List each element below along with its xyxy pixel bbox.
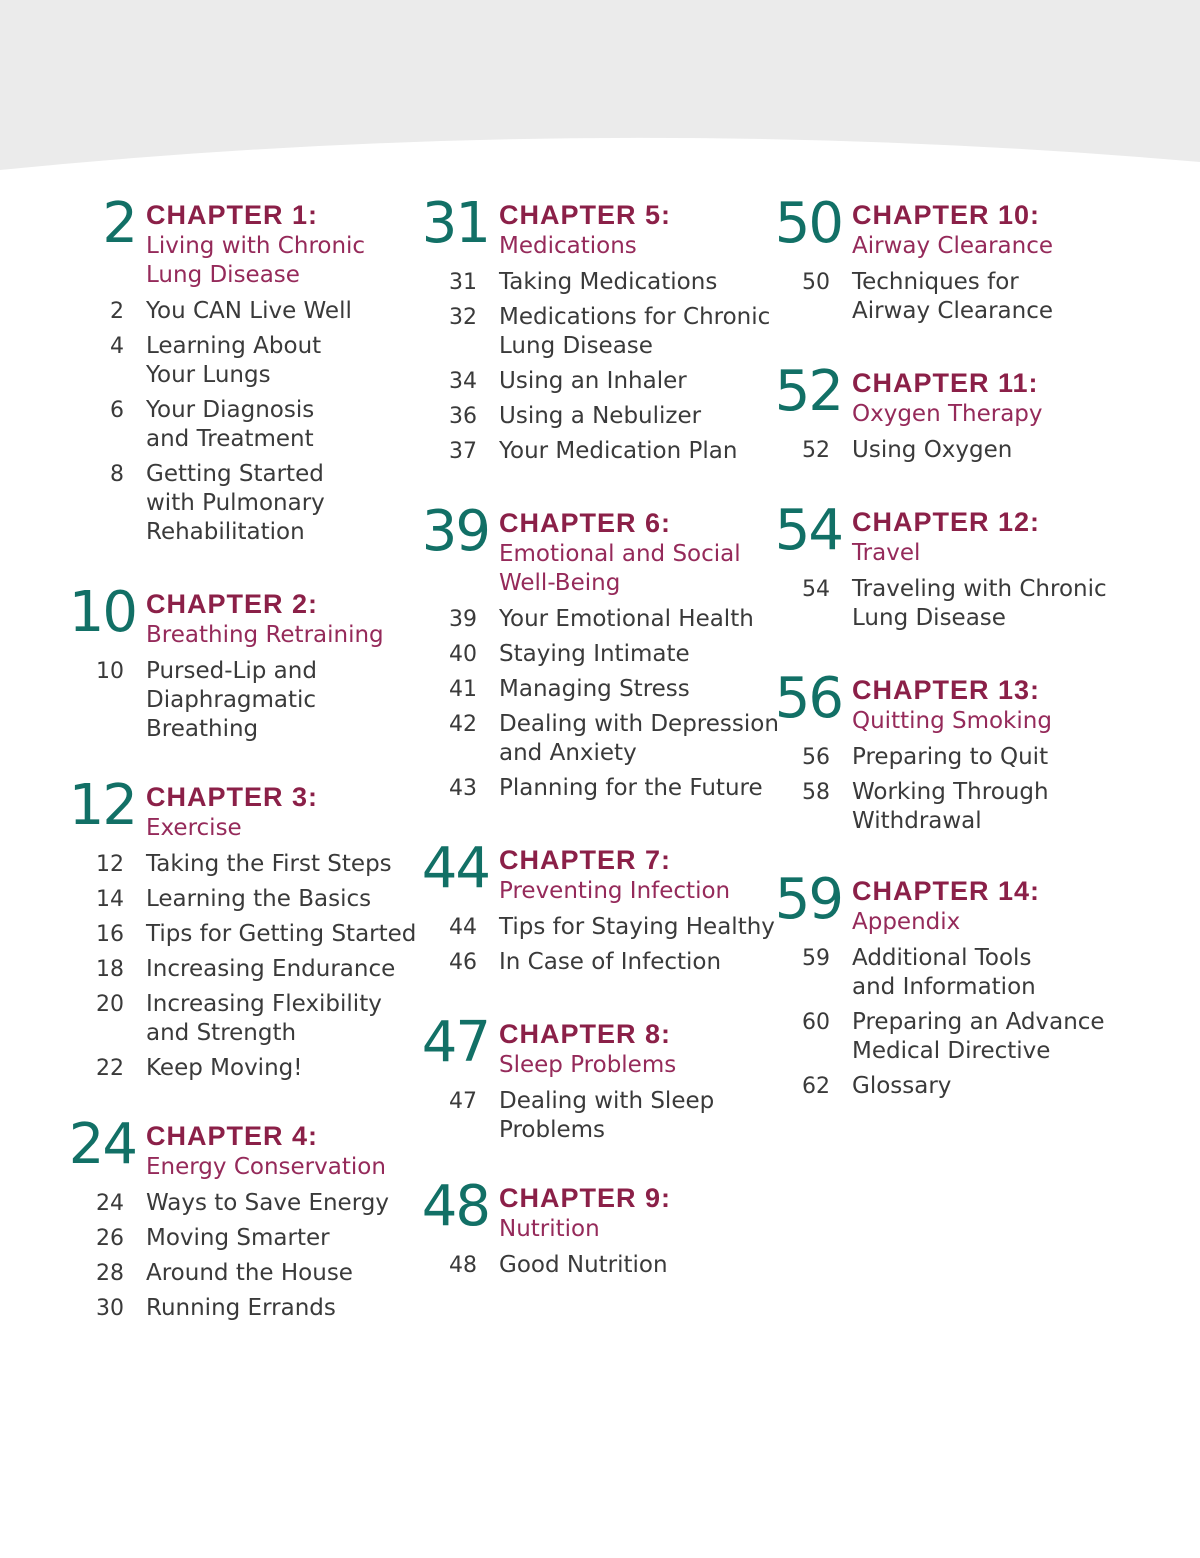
chapter-entries: [56, 657, 436, 744]
entry-title-line: Medications for Chronic: [499, 304, 771, 330]
chapter-block: [762, 191, 1182, 326]
entry-title-line: Techniques for: [852, 269, 1019, 295]
toc-entry[interactable]: [56, 885, 436, 914]
chapter-heading: [56, 773, 436, 843]
entry-title-line: Learning About: [146, 333, 322, 359]
toc-entry[interactable]: [56, 920, 436, 949]
toc-entry[interactable]: [409, 268, 799, 297]
chapter-label: CHAPTER 6:: [499, 508, 672, 538]
chapter-page-number: 31: [421, 191, 489, 256]
entry-page-number: 44: [449, 915, 477, 940]
chapter-page-number: 12: [68, 773, 136, 838]
chapter-block: [762, 498, 1182, 633]
entry-title-line: Taking Medications: [499, 269, 718, 295]
chapter-entries: [56, 1189, 436, 1323]
entry-title-line: Planning for the Future: [499, 775, 763, 801]
chapter-title-line[interactable]: Preventing Infection: [499, 878, 731, 904]
chapter-page-number: 59: [774, 867, 842, 932]
chapter-title-line[interactable]: Travel: [852, 540, 921, 566]
chapter-entries: [409, 268, 799, 466]
toc-entry[interactable]: [56, 1259, 436, 1288]
entry-page-number: 26: [96, 1226, 124, 1251]
entry-title-line: Preparing to Quit: [852, 744, 1049, 770]
chapter-entries: [409, 605, 799, 803]
chapter-heading: [409, 499, 799, 598]
chapter-page-number: 48: [421, 1174, 489, 1239]
toc-entry[interactable]: [409, 605, 799, 634]
entry-title-line: Medical Directive: [852, 1038, 1051, 1064]
chapter-title-line[interactable]: Energy Conservation: [146, 1154, 386, 1180]
chapter-page-number: 50: [774, 191, 842, 256]
chapter-block: [56, 1112, 436, 1323]
entry-title-line: Taking the First Steps: [146, 851, 392, 877]
table-of-contents: [0, 191, 1200, 1538]
toc-entry[interactable]: [56, 297, 436, 326]
chapter-title-line[interactable]: Nutrition: [499, 1216, 600, 1242]
chapter-title-line[interactable]: Airway Clearance: [852, 233, 1054, 259]
chapter-block: [409, 836, 799, 977]
entry-title-line: Using Oxygen: [852, 437, 1013, 463]
entry-title-line: and Anxiety: [499, 740, 637, 766]
chapter-title-line[interactable]: Lung Disease: [146, 262, 300, 288]
toc-entry[interactable]: [762, 575, 1182, 633]
entry-title-line: and Strength: [146, 1020, 297, 1046]
entry-page-number: 36: [449, 404, 477, 429]
entry-title-line: Tips for Staying Healthy: [499, 914, 775, 940]
entry-title-line: In Case of Infection: [499, 949, 722, 975]
toc-entry[interactable]: [762, 268, 1182, 326]
chapter-page-number: 54: [774, 498, 842, 563]
chapter-label: CHAPTER 12:: [852, 507, 1041, 537]
chapter-label: CHAPTER 2:: [146, 589, 319, 619]
entry-title-line: Staying Intimate: [499, 641, 690, 667]
toc-column-2: [409, 191, 799, 1286]
toc-column-3: [762, 191, 1182, 1107]
entry-title-line: Around the House: [146, 1260, 353, 1286]
entry-title-line: Keep Moving!: [146, 1055, 303, 1081]
toc-entry[interactable]: [56, 1054, 436, 1083]
entry-page-number: 22: [96, 1056, 124, 1081]
chapter-block: [56, 191, 436, 547]
entry-title-line: and Information: [852, 974, 1036, 1000]
entry-title-line: Your Emotional Health: [499, 606, 754, 632]
chapter-label: CHAPTER 5:: [499, 200, 672, 230]
toc-entry[interactable]: [56, 955, 436, 984]
chapter-heading: [56, 1112, 436, 1182]
toc-entry[interactable]: [409, 913, 799, 942]
chapter-label: CHAPTER 4:: [146, 1121, 319, 1151]
entry-page-number: 2: [110, 299, 124, 324]
entry-title-line: Ways to Save Energy: [146, 1190, 389, 1216]
toc-entry[interactable]: [56, 396, 436, 454]
chapter-label: CHAPTER 14:: [852, 876, 1041, 906]
entry-page-number: 14: [96, 887, 124, 912]
entry-title-line: Running Errands: [146, 1295, 336, 1321]
entry-page-number: 43: [449, 776, 477, 801]
chapter-title-line[interactable]: Emotional and Social: [499, 541, 741, 567]
chapter-heading: [409, 191, 799, 261]
toc-entry[interactable]: [762, 944, 1182, 1002]
chapter-entries: [762, 944, 1182, 1101]
entry-title-line: Your Medication Plan: [499, 438, 738, 464]
chapter-title-line[interactable]: Oxygen Therapy: [852, 401, 1043, 427]
chapter-page-number: 24: [68, 1112, 136, 1177]
entry-page-number: 10: [96, 659, 124, 684]
entry-title-line: Lung Disease: [852, 605, 1006, 631]
chapter-entries: [56, 850, 436, 1083]
entry-page-number: 60: [802, 1010, 830, 1035]
toc-entry[interactable]: [56, 657, 436, 744]
entry-title-line: Getting Started: [146, 461, 324, 487]
entry-page-number: 42: [449, 712, 477, 737]
entry-page-number: 50: [802, 270, 830, 295]
entry-page-number: 47: [449, 1089, 477, 1114]
chapter-page-number: 52: [774, 359, 842, 424]
entry-page-number: 28: [96, 1261, 124, 1286]
entry-page-number: 16: [96, 922, 124, 947]
chapter-entries: [409, 1087, 799, 1145]
entry-title-line: Traveling with Chronic: [852, 576, 1107, 602]
chapter-page-number: 47: [421, 1010, 489, 1075]
chapter-title-line[interactable]: Sleep Problems: [499, 1052, 677, 1078]
chapter-entries: [762, 575, 1182, 633]
toc-entry[interactable]: [409, 675, 799, 704]
entry-title-line: Breathing: [146, 716, 259, 742]
chapter-block: [762, 666, 1182, 836]
chapter-label: CHAPTER 8:: [499, 1019, 672, 1049]
entry-page-number: 48: [449, 1253, 477, 1278]
chapter-title-line[interactable]: Breathing Retraining: [146, 622, 384, 648]
toc-entry[interactable]: [409, 640, 799, 669]
toc-entry[interactable]: [409, 710, 799, 768]
entry-title-line: Preparing an Advance: [852, 1009, 1105, 1035]
chapter-page-number: 2: [102, 191, 136, 256]
chapter-title-line[interactable]: Living with Chronic: [146, 233, 366, 259]
chapter-title-line[interactable]: Appendix: [852, 909, 961, 935]
toc-entry[interactable]: [409, 1251, 799, 1280]
toc-entry[interactable]: [56, 1189, 436, 1218]
toc-entry[interactable]: [56, 1224, 436, 1253]
toc-entry[interactable]: [409, 402, 799, 431]
entry-page-number: 62: [802, 1074, 830, 1099]
chapter-block: [409, 499, 799, 803]
chapter-label: CHAPTER 13:: [852, 675, 1041, 705]
toc-entry[interactable]: [762, 1072, 1182, 1101]
chapter-entries: [56, 297, 436, 547]
entry-title-line: Using an Inhaler: [499, 368, 687, 394]
chapter-label: CHAPTER 11:: [852, 368, 1039, 398]
chapter-heading: [762, 498, 1182, 568]
chapter-entries: [409, 1251, 799, 1280]
entry-title-line: Your Lungs: [146, 362, 271, 388]
chapter-title-line[interactable]: Exercise: [146, 815, 242, 841]
entry-page-number: 6: [110, 398, 124, 423]
chapter-label: CHAPTER 10:: [852, 200, 1041, 230]
entry-title-line: Dealing with Sleep: [499, 1088, 715, 1114]
chapter-label: CHAPTER 7:: [499, 845, 672, 875]
chapter-block: [409, 1174, 799, 1280]
entry-page-number: 59: [802, 946, 830, 971]
toc-entry[interactable]: [409, 1087, 799, 1145]
chapter-heading: [762, 191, 1182, 261]
chapter-label: CHAPTER 9:: [499, 1183, 672, 1213]
entry-title-line: Increasing Flexibility: [146, 991, 382, 1017]
chapter-title-line[interactable]: Medications: [499, 233, 637, 259]
toc-entry[interactable]: [56, 990, 436, 1048]
chapter-page-number: 56: [774, 666, 842, 731]
entry-title-line: Rehabilitation: [146, 519, 305, 545]
chapter-entries: [762, 436, 1182, 465]
entry-page-number: 58: [802, 780, 830, 805]
entry-title-line: Pursed-Lip and: [146, 658, 317, 684]
chapter-entries: [762, 268, 1182, 326]
toc-entry[interactable]: [56, 332, 436, 390]
chapter-block: [56, 580, 436, 744]
chapter-block: [762, 359, 1182, 465]
chapter-entries: [762, 743, 1182, 836]
entry-title-line: Managing Stress: [499, 676, 690, 702]
chapter-title-line[interactable]: Quitting Smoking: [852, 708, 1052, 734]
entry-page-number: 8: [110, 462, 124, 487]
entry-title-line: with Pulmonary: [146, 490, 325, 516]
chapter-heading: [762, 359, 1182, 429]
entry-page-number: 18: [96, 957, 124, 982]
chapter-label: CHAPTER 3:: [146, 782, 319, 812]
chapter-block: [409, 1010, 799, 1145]
entry-page-number: 56: [802, 745, 830, 770]
chapter-heading: [762, 867, 1182, 937]
entry-title-line: Withdrawal: [852, 808, 982, 834]
entry-page-number: 34: [449, 369, 477, 394]
entry-title-line: Learning the Basics: [146, 886, 372, 912]
entry-title-line: Tips for Getting Started: [146, 921, 417, 947]
entry-title-line: Increasing Endurance: [146, 956, 396, 982]
chapter-block: [409, 191, 799, 466]
toc-entry[interactable]: [409, 303, 799, 361]
entry-page-number: 32: [449, 305, 477, 330]
chapter-heading: [56, 580, 436, 650]
toc-entry[interactable]: [409, 774, 799, 803]
entry-page-number: 12: [96, 852, 124, 877]
chapter-heading: [409, 1010, 799, 1080]
entry-title-line: Lung Disease: [499, 333, 653, 359]
chapter-heading: [409, 1174, 799, 1244]
entry-title-line: Good Nutrition: [499, 1252, 668, 1278]
chapter-title-line[interactable]: Well-Being: [499, 570, 621, 596]
entry-title-line: You CAN Live Well: [146, 298, 352, 324]
toc-entry[interactable]: [762, 743, 1182, 772]
chapter-label: CHAPTER 1:: [146, 200, 319, 230]
toc-column-1: [56, 191, 436, 1329]
chapter-block: [762, 867, 1182, 1101]
entry-title-line: Additional Tools: [852, 945, 1032, 971]
toc-entry[interactable]: [762, 436, 1182, 465]
entry-title-line: Diaphragmatic: [146, 687, 317, 713]
chapter-page-number: 39: [421, 499, 489, 564]
toc-entry[interactable]: [409, 948, 799, 977]
chapter-heading: [56, 191, 436, 290]
entry-page-number: 41: [449, 677, 477, 702]
entry-page-number: 4: [110, 334, 124, 359]
toc-entry[interactable]: [56, 850, 436, 879]
entry-title-line: Airway Clearance: [852, 298, 1054, 324]
entry-page-number: 40: [449, 642, 477, 667]
chapter-page-number: 44: [421, 836, 489, 901]
entry-page-number: 20: [96, 992, 124, 1017]
top-banner-curve: [0, 0, 1200, 175]
toc-entry[interactable]: [56, 460, 436, 547]
entry-title-line: Working Through: [852, 779, 1049, 805]
entry-page-number: 52: [802, 438, 830, 463]
entry-page-number: 30: [96, 1296, 124, 1321]
chapter-heading: [409, 836, 799, 906]
entry-title-line: Glossary: [852, 1073, 952, 1099]
entry-page-number: 39: [449, 607, 477, 632]
chapter-entries: [409, 913, 799, 977]
toc-entry[interactable]: [56, 1294, 436, 1323]
entry-page-number: 54: [802, 577, 830, 602]
chapter-page-number: 10: [68, 580, 136, 645]
chapter-heading: [762, 666, 1182, 736]
entry-page-number: 31: [449, 270, 477, 295]
entry-title-line: Using a Nebulizer: [499, 403, 702, 429]
toc-entry[interactable]: [762, 1008, 1182, 1066]
entry-title-line: and Treatment: [146, 426, 314, 452]
entry-page-number: 37: [449, 439, 477, 464]
toc-entry[interactable]: [409, 437, 799, 466]
entry-title-line: Dealing with Depression: [499, 711, 779, 737]
entry-title-line: Problems: [499, 1117, 606, 1143]
entry-title-line: Moving Smarter: [146, 1225, 330, 1251]
chapter-block: [56, 773, 436, 1083]
entry-page-number: 24: [96, 1191, 124, 1216]
toc-entry[interactable]: [762, 778, 1182, 836]
toc-entry[interactable]: [409, 367, 799, 396]
entry-title-line: Your Diagnosis: [146, 397, 315, 423]
entry-page-number: 46: [449, 950, 477, 975]
